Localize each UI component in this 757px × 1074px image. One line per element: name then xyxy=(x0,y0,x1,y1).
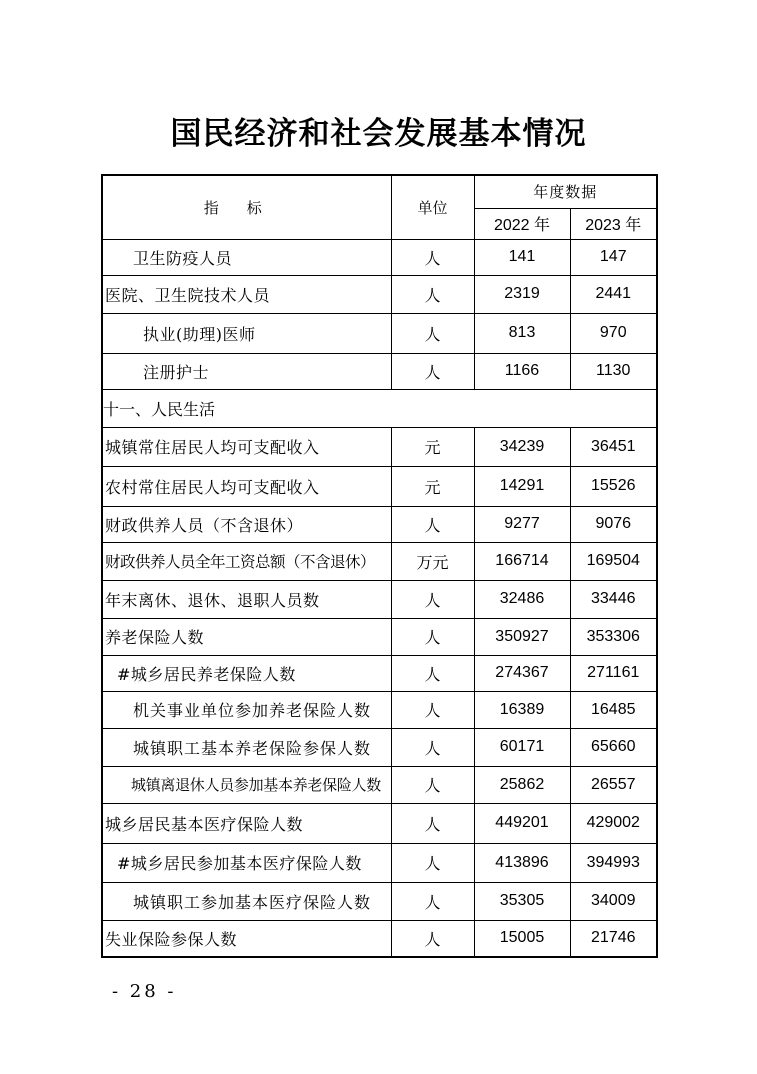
indicator-unit: 人 xyxy=(391,691,474,728)
value-2023: 147 xyxy=(570,239,657,275)
value-2023: 16485 xyxy=(570,691,657,728)
value-2022: 2319 xyxy=(474,275,570,313)
table-row xyxy=(102,618,657,655)
value-2022: 166714 xyxy=(474,542,570,580)
table-row xyxy=(102,655,657,691)
value-2022: 32486 xyxy=(474,580,570,618)
table-row xyxy=(102,766,657,803)
table-row xyxy=(102,691,657,728)
table-row xyxy=(102,506,657,542)
indicator-unit: 人 xyxy=(391,618,474,655)
table-row xyxy=(102,580,657,618)
value-2022: 15005 xyxy=(474,920,570,957)
indicator-unit: 人 xyxy=(391,313,474,353)
indicator-unit: 人 xyxy=(391,275,474,313)
value-2023: 353306 xyxy=(570,618,657,655)
value-2022: 813 xyxy=(474,313,570,353)
value-2022: 413896 xyxy=(474,843,570,882)
indicator-name: 卫生防疫人员 xyxy=(102,239,391,275)
indicator-unit: 元 xyxy=(391,466,474,506)
year-2022-header: 2022 年 xyxy=(474,208,570,239)
table-row xyxy=(102,353,657,389)
indicator-unit: 人 xyxy=(391,803,474,843)
indicator-unit: 人 xyxy=(391,882,474,920)
value-2022: 274367 xyxy=(474,655,570,691)
value-2023: 33446 xyxy=(570,580,657,618)
value-2022: 350927 xyxy=(474,618,570,655)
indicator-name: 农村常住居民人均可支配收入 xyxy=(102,466,391,506)
indicator-name: #城乡居民参加基本医疗保险人数 xyxy=(102,843,391,882)
indicator-unit: 人 xyxy=(391,580,474,618)
indicator-name: 城镇职工参加基本医疗保险人数 xyxy=(102,882,391,920)
table-row xyxy=(102,882,657,920)
value-2023: 2441 xyxy=(570,275,657,313)
indicator-name: 失业保险参保人数 xyxy=(102,920,391,957)
value-2023: 9076 xyxy=(570,506,657,542)
indicator-unit: 人 xyxy=(391,655,474,691)
page-number: - 28 - xyxy=(112,981,177,1002)
value-2023: 26557 xyxy=(570,766,657,803)
indicator-unit: 人 xyxy=(391,506,474,542)
value-2022: 14291 xyxy=(474,466,570,506)
table-row xyxy=(102,313,657,353)
indicator-unit: 元 xyxy=(391,427,474,466)
indicator-name: 执业(助理)医师 xyxy=(102,313,391,353)
table-row xyxy=(102,427,657,466)
indicator-unit: 人 xyxy=(391,239,474,275)
indicator-unit: 人 xyxy=(391,353,474,389)
indicator-name: 城镇职工基本养老保险参保人数 xyxy=(102,728,391,766)
value-2022: 449201 xyxy=(474,803,570,843)
table-row xyxy=(102,843,657,882)
table-row xyxy=(102,466,657,506)
value-2023: 169504 xyxy=(570,542,657,580)
indicator-unit: 万元 xyxy=(391,542,474,580)
value-2023: 970 xyxy=(570,313,657,353)
table-row xyxy=(102,803,657,843)
value-2023: 429002 xyxy=(570,803,657,843)
page-title: 国民经济和社会发展基本情况 xyxy=(170,116,587,152)
section-row xyxy=(102,389,657,427)
indicator-name: 医院、卫生院技术人员 xyxy=(102,275,391,313)
value-2023: 15526 xyxy=(570,466,657,506)
value-2022: 60171 xyxy=(474,728,570,766)
value-2023: 21746 xyxy=(570,920,657,957)
table-row xyxy=(102,920,657,957)
value-2022: 34239 xyxy=(474,427,570,466)
indicator-name: 财政供养人员（不含退休） xyxy=(102,506,391,542)
indicator-unit: 人 xyxy=(391,728,474,766)
indicator-name: 机关事业单位参加养老保险人数 xyxy=(102,691,391,728)
table-row xyxy=(102,239,657,275)
unit-header: 单位 xyxy=(391,175,474,239)
value-2022: 25862 xyxy=(474,766,570,803)
value-2022: 141 xyxy=(474,239,570,275)
indicator-name: 养老保险人数 xyxy=(102,618,391,655)
value-2023: 271161 xyxy=(570,655,657,691)
year-2023-header: 2023 年 xyxy=(570,208,657,239)
value-2022: 16389 xyxy=(474,691,570,728)
table-row xyxy=(102,542,657,580)
indicator-name: 城镇常住居民人均可支配收入 xyxy=(102,427,391,466)
value-2023: 34009 xyxy=(570,882,657,920)
indicator-unit: 人 xyxy=(391,766,474,803)
indicator-name: 城乡居民基本医疗保险人数 xyxy=(102,803,391,843)
indicator-name: 注册护士 xyxy=(102,353,391,389)
indicator-unit: 人 xyxy=(391,843,474,882)
value-2023: 1130 xyxy=(570,353,657,389)
indicator-unit: 人 xyxy=(391,920,474,957)
value-2022: 35305 xyxy=(474,882,570,920)
statistics-table xyxy=(101,174,658,958)
value-2023: 394993 xyxy=(570,843,657,882)
indicator-name: #城乡居民养老保险人数 xyxy=(102,655,391,691)
indicator-name: 财政供养人员全年工资总额（不含退休） xyxy=(102,542,391,580)
value-2023: 65660 xyxy=(570,728,657,766)
value-2022: 9277 xyxy=(474,506,570,542)
section-heading: 十一、人民生活 xyxy=(102,389,657,427)
indicator-header: 指标 xyxy=(102,175,391,239)
value-2022: 1166 xyxy=(474,353,570,389)
annual-data-header: 年度数据 xyxy=(474,175,657,208)
indicator-name: 年末离休、退休、退职人员数 xyxy=(102,580,391,618)
value-2023: 36451 xyxy=(570,427,657,466)
indicator-name: 城镇离退休人员参加基本养老保险人数 xyxy=(102,766,391,803)
table-row xyxy=(102,728,657,766)
table-row xyxy=(102,275,657,313)
